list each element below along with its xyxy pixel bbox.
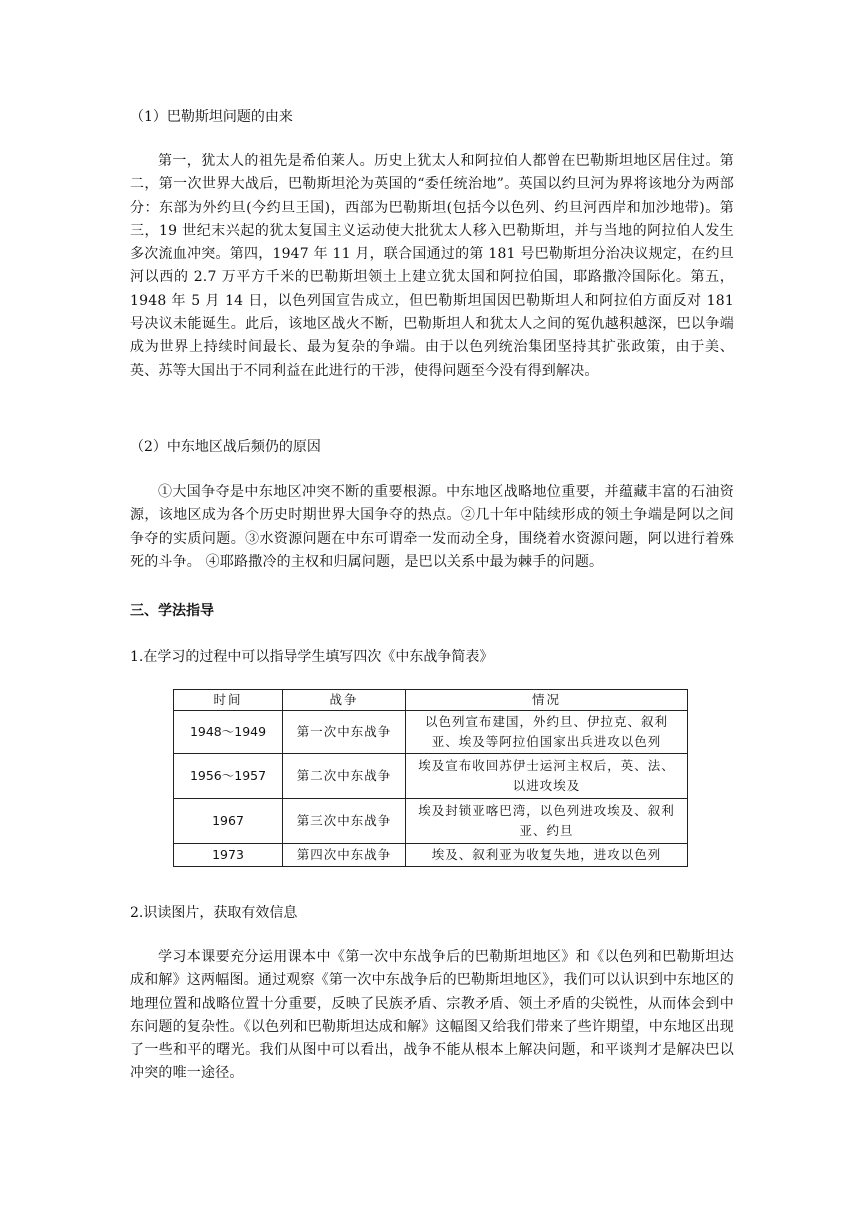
section3-paragraph: 学习本课要充分运用课本中《第一次中东战争后的巴勒斯坦地区》和《以色列和巴勒斯坦达成和解》这两幅图。通过观察《第一次中东战争后的巴勒斯坦地区》，我们可以认识到中东地区的地理位置和战略位置十分重要，反映了民族矛盾、宗教矛盾、领土矛盾的尖锐性，从而体会到中东问题的复杂性。《以色列和巴勒斯坦达成和解》这幅图又给我们带来了些许期望，中东地区出现了一些和平的曙光。我们从图中可以看出，战争不能从根本上解决问题，和平谈判才是解决巴以冲突的唯一途径。 [130,949,734,1082]
cell-desc: 埃及宣布收回苏伊士运河主权后，英、法、以进攻埃及 [406,754,688,799]
cell-desc: 埃及、叙利亚为收复失地，进攻以色列 [406,844,688,867]
section2-paragraph: ①大国争夺是中东地区冲突不断的重要根源。中东地区战略地位重要，并蕴藏丰富的石油资源，该地区成为各个历史时期世界大国争夺的热点。②几十年中陆续形成的领土争端是阿以之间争夺的实质问题。③水资源问题在中东可谓牵一发而动全身，围绕着水资源问题，阿以进行着殊死的斗争。 ④耶路撒冷的主权和归属问题，是巴以关系中最为棘手的问题。 [130,484,734,570]
cell-war: 第三次中东战争 [283,799,406,844]
cell-desc: 以色列宣布建国，外约旦、伊拉克、叙利亚、埃及等阿拉伯国家出兵进攻以色列 [406,711,688,754]
cell-time: 1967 [174,799,283,844]
cell-time: 1956～1957 [174,754,283,799]
middle-east-wars-table [173,689,688,867]
table-row [174,844,688,867]
header-time: 时间 [174,690,283,711]
cell-war: 第二次中东战争 [283,754,406,799]
guide-item-2: 2.识读图片，获取有效信息 [130,905,298,921]
header-war: 战争 [283,690,406,711]
cell-time: 1973 [174,844,283,867]
table-row [174,799,688,844]
cell-time: 1948～1949 [174,711,283,754]
section1-heading: （1）巴勒斯坦问题的由来 [130,109,293,125]
header-desc: 情况 [406,690,688,711]
guide-item-1: 1.在学习的过程中可以指导学生填写四次《中东战争简表》 [130,649,494,665]
table-row [174,754,688,799]
section1-paragraph: 第一，犹太人的祖先是希伯莱人。历史上犹太人和阿拉伯人都曾在巴勒斯坦地区居住过。第二，第一次世界大战后，巴勒斯坦沦为英国的“委任统治地”。英国以约旦河为界将该地分为两部分：东部为外约旦(今约旦王国)，西部为巴勒斯坦(包括今以色列、约旦河西岸和加沙地带)。第三，19 世纪末兴起的犹太复国主义运动使大批犹太人移入巴勒斯坦，并与当地的阿拉伯人发生多次流血冲突。第四，1947 年 11 月，联合国通过的第 181 号巴勒斯坦分治决议规定，在约旦河以西的 2.7 万平方千米的巴勒斯坦领土上建立犹太国和阿拉伯国，耶路撒冷国际化。第五，1948 年 5 月 14 日，以色列国宣告成立，但巴勒斯坦国因巴勒斯坦人和阿拉伯方面反对 181 号决议未能诞生。此后，该地区战火不断，巴勒斯坦人和犹太人之间的冤仇越积越深，巴以争端成为世界上持续时间最长、最为复杂的争端。由于以色列统治集团坚持其扩张政策，由于美、英、苏等大国出于不同利益在此进行的干涉，使得问题至今没有得到解决。 [130,153,734,379]
table-header-row [174,690,688,711]
table-row [174,711,688,754]
cell-war: 第四次中东战争 [283,844,406,867]
cell-war: 第一次中东战争 [283,711,406,754]
section2-heading: （2）中东地区战后频仍的原因 [130,439,321,455]
section3-heading: 三、学法指导 [130,603,214,619]
cell-desc: 埃及封锁亚喀巴湾，以色列进攻埃及、叙利亚、约旦 [406,799,688,844]
